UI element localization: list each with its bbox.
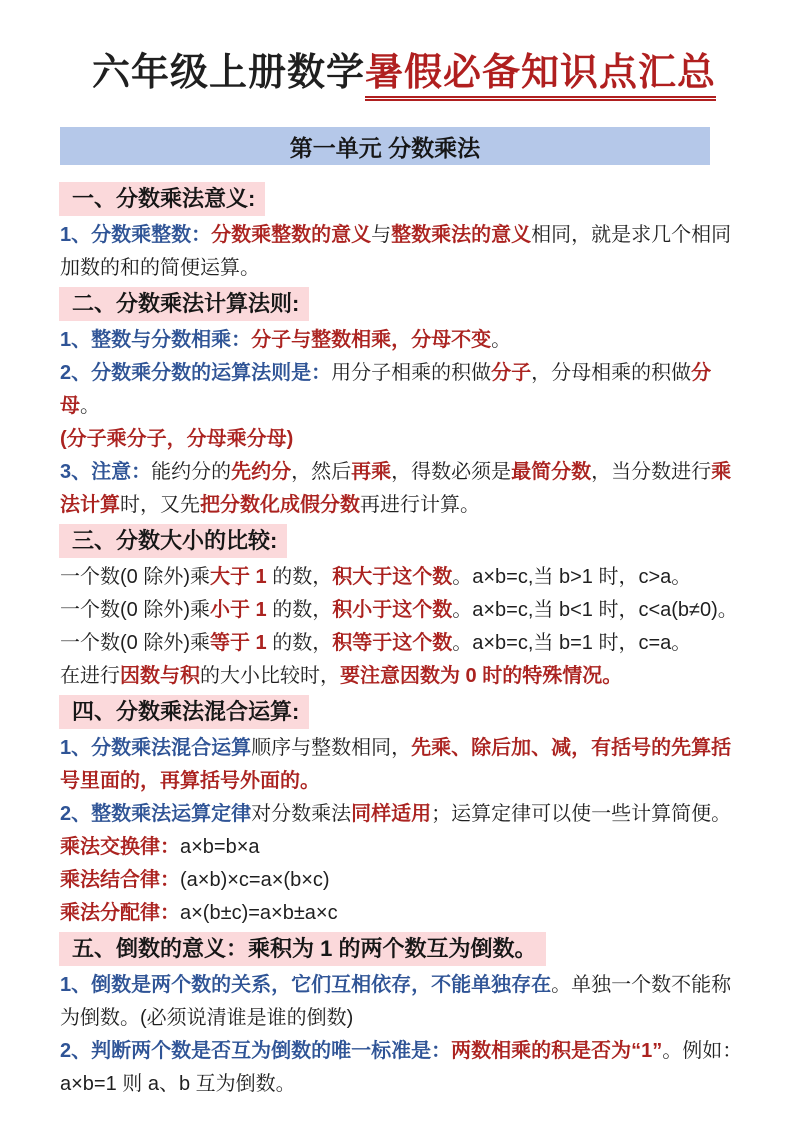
text-segment-black: 。a×b=c,当 b<1 时，c<a(b≠0)。 bbox=[452, 599, 738, 621]
text-segment-red: 因数与积 bbox=[120, 665, 200, 687]
text-segment-black: (a×b)×c=a×(b×c) bbox=[180, 869, 330, 891]
text-segment-black: 一个数(0 除外)乘 bbox=[60, 566, 210, 588]
text-segment-red: 等于 1 bbox=[210, 632, 273, 654]
text-segment-red: 同样适用 bbox=[351, 803, 432, 825]
text-segment-black: 用分子相乘的积做 bbox=[331, 362, 492, 384]
text-segment-red: 乘法分配律： bbox=[60, 902, 180, 924]
paragraph bbox=[60, 1035, 748, 1068]
paragraph bbox=[60, 969, 748, 1035]
text-segment-black: ；运算定律可以使一些计算简便。 bbox=[431, 803, 732, 825]
section-heading bbox=[60, 695, 748, 730]
text-segment-black: a×b=1 则 a、b 互为倒数。 bbox=[60, 1073, 296, 1095]
text-segment-black: 时，又先 bbox=[120, 494, 200, 516]
text-segment-blue: 1、分数乘整数： bbox=[60, 224, 212, 246]
text-segment-red: 两数相乘的积是否为“1” bbox=[451, 1040, 663, 1062]
paragraph bbox=[60, 423, 748, 456]
section-heading-highlight: 三、分数大小的比较: bbox=[59, 524, 287, 558]
section-heading-highlight: 四、分数乘法混合运算: bbox=[59, 695, 309, 729]
paragraph bbox=[60, 897, 748, 930]
text-segment-blue: 2、分数乘分数的运算法则是： bbox=[60, 362, 332, 384]
section-heading bbox=[60, 182, 748, 217]
text-segment-black: 的大小比较时， bbox=[200, 665, 340, 687]
text-segment-black: ，当分数进行 bbox=[591, 461, 712, 483]
paragraph bbox=[60, 324, 748, 357]
text-segment-black: ，得数必须是 bbox=[391, 461, 512, 483]
text-segment-blue: 1、倒数是两个数的关系，它们互相依存，不能单独存在 bbox=[60, 974, 552, 996]
text-segment-black: 相同，就是求几个相同加数的和的简便运算。 bbox=[60, 224, 732, 279]
paragraph bbox=[60, 831, 748, 864]
text-segment-red: 分数乘整数的意义 bbox=[211, 224, 372, 246]
text-segment-red: 积等于这个数 bbox=[332, 632, 453, 654]
paragraph bbox=[60, 219, 748, 285]
paragraph bbox=[60, 864, 748, 897]
text-segment-blue: 3、注意： bbox=[60, 461, 152, 483]
text-segment-black: 。单独一个数不能称为倒数。(必须说清谁是谁的倒数) bbox=[60, 974, 732, 1029]
text-segment-red: 积大于这个数 bbox=[332, 566, 453, 588]
text-segment-black: 。 bbox=[491, 329, 512, 351]
paragraph bbox=[60, 357, 748, 423]
text-segment-black: 在进行 bbox=[60, 665, 120, 687]
unit-banner-label: 第一单元 分数乘法 bbox=[289, 134, 481, 161]
page-title bbox=[60, 50, 748, 96]
paragraph bbox=[60, 732, 748, 798]
text-segment-black: 的数， bbox=[272, 632, 333, 654]
text-segment-red: 分母 bbox=[60, 362, 712, 417]
paragraph bbox=[60, 456, 748, 522]
page-title-red-part: 暑假必备知识点汇总 bbox=[365, 52, 716, 101]
content bbox=[60, 182, 748, 1101]
text-segment-black: 。a×b=c,当 b=1 时，c=a。 bbox=[452, 632, 692, 654]
text-segment-black: 一个数(0 除外)乘 bbox=[60, 599, 210, 621]
text-segment-black: 再进行计算。 bbox=[360, 494, 480, 516]
text-segment-black: 的数， bbox=[272, 599, 333, 621]
text-segment-red: 先乘、除后加、减，有括号的先算括号里面的，再算括号外面的。 bbox=[60, 737, 732, 792]
text-segment-red: 最简分数 bbox=[511, 461, 592, 483]
text-segment-red: 分子 bbox=[491, 362, 532, 384]
section-heading-highlight: 五、倒数的意义：乘积为 1 的两个数互为倒数。 bbox=[59, 932, 546, 966]
text-segment-black: 与 bbox=[371, 224, 392, 246]
text-segment-red: (分子乘分子，分母乘分母) bbox=[60, 428, 294, 450]
text-segment-blue: 2、判断两个数是否互为倒数的唯一标准是： bbox=[60, 1040, 452, 1062]
text-segment-black: 。例如： bbox=[662, 1040, 743, 1062]
text-segment-red: 整数乘法的意义 bbox=[391, 224, 532, 246]
text-segment-black: 能约分的 bbox=[151, 461, 232, 483]
paragraph bbox=[60, 561, 748, 594]
text-segment-black: 。a×b=c,当 b>1 时，c>a。 bbox=[452, 566, 692, 588]
paragraph bbox=[60, 660, 748, 693]
section-heading bbox=[60, 287, 748, 322]
text-segment-black: 。 bbox=[80, 395, 100, 417]
text-segment-red: 要注意因数为 0 时的特殊情况。 bbox=[340, 665, 623, 687]
section-heading bbox=[60, 524, 748, 559]
paragraph bbox=[60, 1068, 748, 1101]
text-segment-blue: 1、分数乘法混合运算 bbox=[60, 737, 252, 759]
unit-banner bbox=[60, 127, 710, 165]
paragraph bbox=[60, 594, 748, 627]
text-segment-red: 大于 1 bbox=[210, 566, 273, 588]
text-segment-blue: 2、整数乘法运算定律 bbox=[60, 803, 252, 825]
text-segment-red: 再乘 bbox=[351, 461, 392, 483]
text-segment-red: 把分数化成假分数 bbox=[200, 494, 360, 516]
paragraph bbox=[60, 798, 748, 831]
text-segment-black: 一个数(0 除外)乘 bbox=[60, 632, 210, 654]
text-segment-black: 顺序与整数相同， bbox=[251, 737, 412, 759]
page-title-black-part: 六年级上册数学 bbox=[91, 52, 365, 94]
text-segment-red: 小于 1 bbox=[210, 599, 273, 621]
text-segment-red: 乘法交换律： bbox=[60, 836, 180, 858]
section-heading-highlight: 一、分数乘法意义: bbox=[59, 182, 265, 216]
text-segment-red: 积小于这个数 bbox=[332, 599, 453, 621]
text-segment-red: 先约分 bbox=[231, 461, 292, 483]
text-segment-red: 分子与整数相乘，分母不变 bbox=[251, 329, 492, 351]
text-segment-blue: 1、整数与分数相乘： bbox=[60, 329, 252, 351]
text-segment-black: 对分数乘法 bbox=[251, 803, 352, 825]
text-segment-black: ，然后 bbox=[291, 461, 352, 483]
text-segment-black: a×b=b×a bbox=[180, 836, 260, 858]
text-segment-black: 的数， bbox=[272, 566, 333, 588]
text-segment-black: ，分母相乘的积做 bbox=[531, 362, 692, 384]
text-segment-black: a×(b±c)=a×b±a×c bbox=[180, 902, 338, 924]
paragraph bbox=[60, 627, 748, 660]
text-segment-red: 乘法计算 bbox=[60, 461, 732, 516]
section-heading-highlight: 二、分数乘法计算法则: bbox=[59, 287, 309, 321]
text-segment-red: 乘法结合律： bbox=[60, 869, 180, 891]
section-heading bbox=[60, 932, 748, 967]
